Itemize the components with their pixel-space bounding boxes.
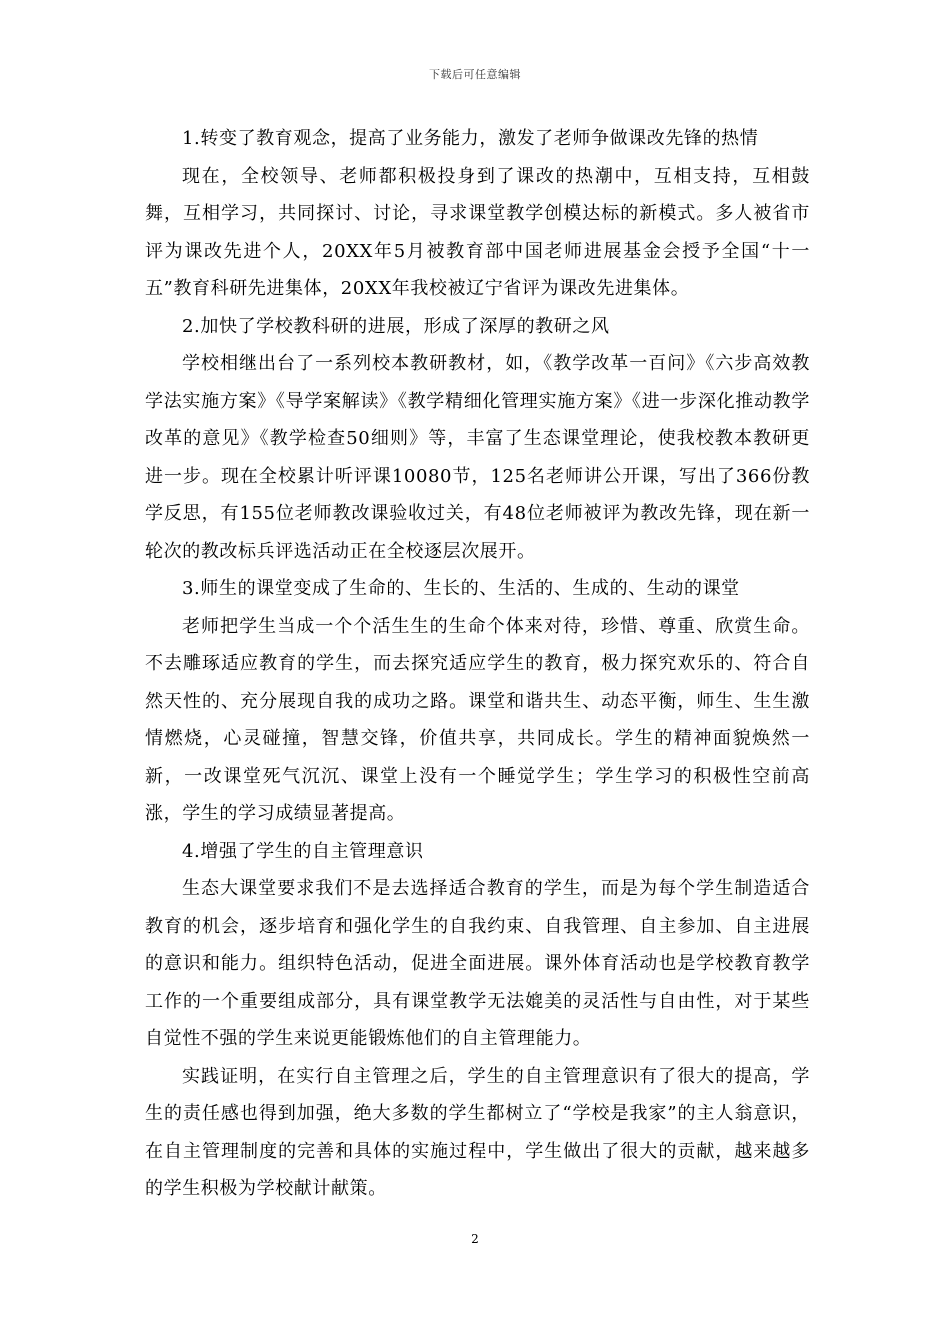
section-heading-4: 4.增强了学生的自主管理意识	[182, 840, 424, 862]
body-paragraph-1: 现在，全校领导、老师都积极投身到了课改的热潮中，互相支持，互相鼓舞，互相学习，共同探讨、讨论，寻求课堂教学创模达标的新模式。多人被省市评为课改先进个人，20XX年5月被教育部中国老师进展基金会授予全国“十一五”教育科研先进集体，20XX年我校被辽宁省评为课改先进集体。	[145, 165, 810, 299]
section-heading-2: 2.加快了学校教科研的进展，形成了深厚的教研之风	[182, 315, 610, 337]
body-paragraph-3: 老师把学生当成一个个活生生的生命个体来对待，珍惜、尊重、欣赏生命。不去雕琢适应教育的学生，而去探究适应学生的教育，极力探究欢乐的、符合自然天性的、充分展现自我的成功之路。课堂和谐共生、动态平衡，师生、生生激情燃烧，心灵碰撞，智慧交锋，价值共享，共同成长。学生的精神面貌焕然一新，一改课堂死气沉沉、课堂上没有一个睡觉学生；学生学习的积极性空前高涨，学生的学习成绩显著提高。	[145, 615, 810, 824]
section-heading-3: 3.师生的课堂变成了生命的、生长的、生活的、生成的、生动的课堂	[182, 578, 740, 599]
body-paragraph-5: 实践证明，在实行自主管理之后，学生的自主管理意识有了很大的提高，学生的责任感也得到加强，绝大多数的学生都树立了“学校是我家”的主人翁意识，在自主管理制度的完善和具体的实施过程中，学生做出了很大的贡献，越来越多的学生积极为学校献计献策。	[145, 1065, 810, 1199]
section-heading-1: 1.转变了教育观念，提高了业务能力，激发了老师争做课改先锋的热情	[182, 128, 759, 149]
page-header: 下载后可任意编辑	[429, 68, 521, 81]
document-body	[145, 120, 810, 1208]
page-number: 2	[471, 1232, 479, 1246]
body-paragraph-2: 学校相继出台了一系列校本教研教材，如，《教学改革一百问》《六步高效教学法实施方案》《导学案解读》《教学精细化管理实施方案》《进一步深化推动教学改革的意见》《教学检查50细则》等，丰富了生态课堂理论，使我校教本教研更进一步。现在全校累计听评课10080节，125名老师讲公开课，写出了366份教学反思，有155位老师教改课验收过关，有48位老师被评为教改先锋，现在新一轮次的教改标兵评选活动正在全校逐层次展开。	[145, 353, 810, 562]
body-paragraph-4: 生态大课堂要求我们不是去选择适合教育的学生，而是为每个学生制造适合教育的机会，逐步培育和强化学生的自我约束、自我管理、自主参加、自主进展的意识和能力。组织特色活动，促进全面进展。课外体育活动也是学校教育教学工作的一个重要组成部分，具有课堂教学无法媲美的灵活性与自由性，对于某些自觉性不强的学生来说更能锻炼他们的自主管理能力。	[145, 878, 810, 1049]
